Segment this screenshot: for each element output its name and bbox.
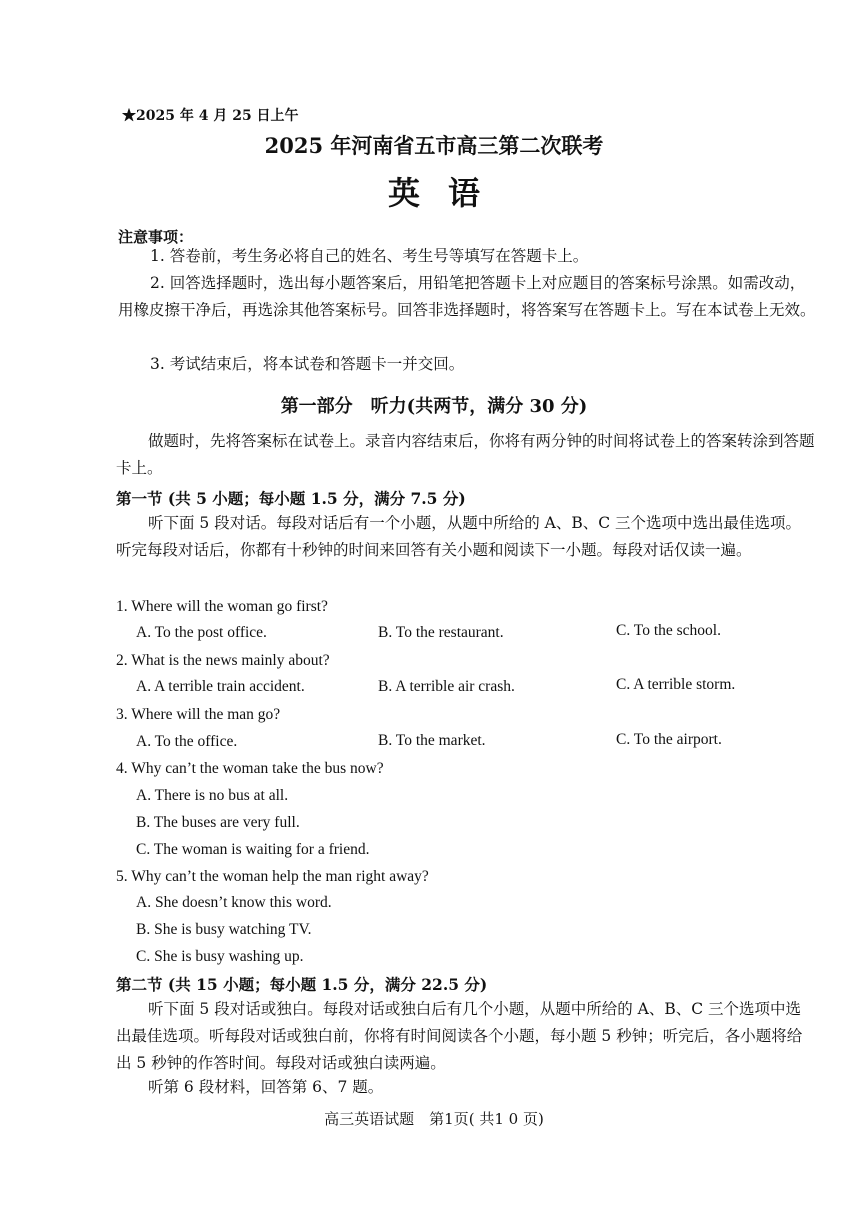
notice-item-1: 1. 答卷前，考生务必将自己的姓名、考生号等填写在答题卡上。 [150, 247, 589, 265]
question-1-option-c: C. To the school. [616, 622, 721, 639]
question-2-stem: 2. What is the news mainly about? [116, 652, 330, 669]
question-2-option-c: C. A terrible storm. [616, 676, 736, 693]
section2-instructions: 听下面 5 段对话或独白。每段对话或独白后有几个小题，从题中所给的 A、B、C 三个选项中选出最佳选项。听每段对话或独白前，你将有时间阅读各个小题，每小题 5 秒钟；听完后，各小题将给出 5 秒钟的作答时间。每段对话或独白读两遍。 [116, 1000, 803, 1072]
notice-heading: 注意事项： [118, 228, 194, 246]
question-4-option-c: C. The woman is waiting for a friend. [136, 841, 370, 858]
question-5-option-c: C. She is busy washing up. [136, 948, 304, 965]
question-2-option-a: A. A terrible train accident. [136, 678, 305, 695]
question-4-option-b: B. The buses are very full. [136, 814, 300, 831]
question-5-stem: 5. Why can’t the woman help the man right away? [116, 868, 429, 885]
exam-date: ★2025 年 4 月 25 日上午 [122, 108, 299, 124]
question-1-option-b: B. To the restaurant. [378, 624, 504, 641]
section2-heading: 第二节 (共 15 小题；每小题 1.5 分，满分 22.5 分) [116, 975, 488, 994]
question-5-option-a: A. She doesn’t know this word. [136, 894, 332, 911]
page-footer: 高三英语试题 第1页( 共1 0 页) [324, 1110, 544, 1128]
part1-intro: 做题时，先将答案标在试卷上。录音内容结束后，你将有两分钟的时间将试卷上的答案转涂到答题卡上。 [116, 432, 815, 477]
subject-title: 英语 [387, 174, 508, 212]
question-1-option-a: A. To the post office. [136, 624, 267, 641]
section1-instructions: 听下面 5 段对话。每段对话后有一个小题，从题中所给的 A、B、C 三个选项中选出最佳选项。听完每段对话后，你都有十秒钟的时间来回答有关小题和阅读下一小题。每段对话仅读一遍。 [116, 514, 802, 559]
exam-title: 2025 年河南省五市高三第二次联考 [264, 133, 604, 158]
question-5-option-b: B. She is busy watching TV. [136, 921, 312, 938]
notice-item-2: 2. 回答选择题时，选出每小题答案后，用铅笔把答题卡上对应题目的答案标号涂黑。如需改动，用橡皮擦干净后，再选涂其他答案标号。回答非选择题时，将答案写在答题卡上。写在本试卷上无效。 [118, 274, 816, 319]
question-4-stem: 4. Why can’t the woman take the bus now? [116, 760, 384, 777]
question-1-stem: 1. Where will the woman go first? [116, 598, 328, 615]
question-3-option-b: B. To the market. [378, 732, 486, 749]
question-3-option-a: A. To the office. [136, 733, 238, 750]
question-3-option-c: C. To the airport. [616, 731, 722, 748]
part1-heading: 第一部分 听力(共两节，满分 30 分) [280, 396, 588, 417]
question-2-option-b: B. A terrible air crash. [378, 678, 515, 695]
notice-item-3: 3. 考试结束后，将本试卷和答题卡一并交回。 [150, 355, 465, 373]
section1-heading: 第一节 (共 5 小题；每小题 1.5 分，满分 7.5 分) [116, 489, 466, 508]
section2-material-note: 听第 6 段材料，回答第 6、7 题。 [148, 1078, 384, 1096]
question-3-stem: 3. Where will the man go? [116, 706, 281, 723]
question-4-option-a: A. There is no bus at all. [136, 787, 289, 804]
